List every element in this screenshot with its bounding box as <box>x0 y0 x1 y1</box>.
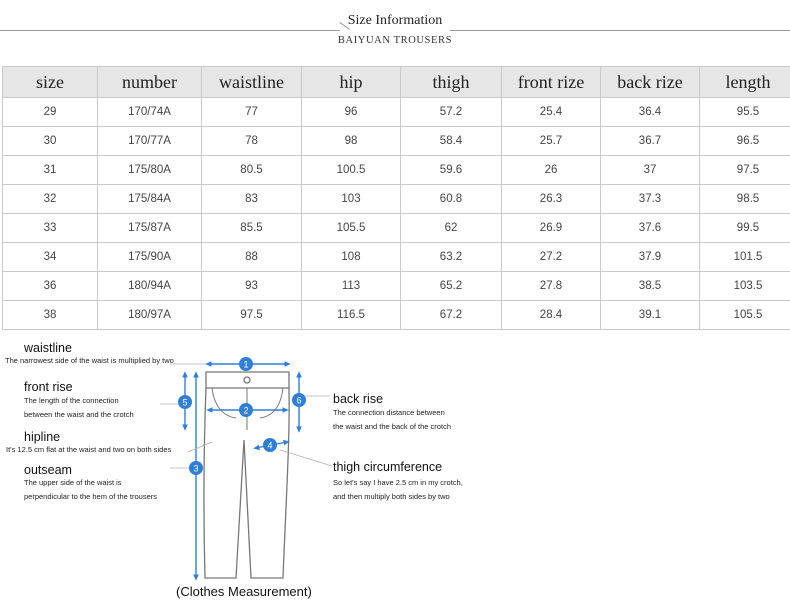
cell-thigh: 65.2 <box>401 272 502 301</box>
cell-front-rize: 28.4 <box>502 301 601 330</box>
thigh-circumference-label: thigh circumference <box>333 460 443 474</box>
cell-number: 175/80A <box>98 156 202 185</box>
column-header-back-rize: back rize <box>601 67 700 98</box>
front-rise-label: front rise <box>24 380 73 394</box>
header-rule-right <box>450 30 790 31</box>
table-row <box>3 185 790 214</box>
svg-text:6: 6 <box>296 395 302 406</box>
marker-2-icon <box>239 403 253 417</box>
table-row <box>3 272 790 301</box>
cell-length: 95.5 <box>700 98 790 127</box>
cell-size: 33 <box>3 214 98 243</box>
outseam-description-line2: perpendicular to the hem of the trousers <box>24 492 157 501</box>
size-table <box>2 66 790 330</box>
header-rule-left <box>0 30 340 31</box>
back-rise-description-line2: the waist and the back of the crotch <box>333 422 451 431</box>
cell-back-rize: 37.6 <box>601 214 700 243</box>
cell-length: 98.5 <box>700 185 790 214</box>
column-header-front-rize: front rize <box>502 67 601 98</box>
cell-hip: 108 <box>302 243 401 272</box>
cell-size: 38 <box>3 301 98 330</box>
cell-thigh: 58.4 <box>401 127 502 156</box>
table-row <box>3 156 790 185</box>
cell-length: 101.5 <box>700 243 790 272</box>
cell-front-rize: 25.7 <box>502 127 601 156</box>
table-row <box>3 214 790 243</box>
cell-front-rize: 25.4 <box>502 98 601 127</box>
marker-4-icon <box>263 438 277 452</box>
cell-back-rize: 37.9 <box>601 243 700 272</box>
column-header-size: size <box>3 67 98 98</box>
back-rise-description-line1: The connection distance between <box>333 408 445 417</box>
hipline-label: hipline <box>24 430 61 444</box>
table-row <box>3 301 790 330</box>
cell-thigh: 62 <box>401 214 502 243</box>
cell-front-rize: 27.2 <box>502 243 601 272</box>
marker-1-icon <box>239 357 253 371</box>
cell-number: 175/87A <box>98 214 202 243</box>
thigh-description-line1: So let's say I have 2.5 cm in my crotch, <box>333 478 463 487</box>
cell-size: 36 <box>3 272 98 301</box>
cell-front-rize: 26 <box>502 156 601 185</box>
cell-size: 30 <box>3 127 98 156</box>
cell-length: 105.5 <box>700 301 790 330</box>
cell-hip: 103 <box>302 185 401 214</box>
cell-back-rize: 37 <box>601 156 700 185</box>
front-rise-description-line1: The length of the connection <box>24 396 119 405</box>
cell-number: 180/97A <box>98 301 202 330</box>
column-header-thigh: thigh <box>401 67 502 98</box>
cell-number: 180/94A <box>98 272 202 301</box>
column-header-number: number <box>98 67 202 98</box>
cell-length: 103.5 <box>700 272 790 301</box>
svg-text:2: 2 <box>243 405 249 416</box>
page-header <box>0 0 790 60</box>
cell-waistline: 80.5 <box>202 156 302 185</box>
cell-waistline: 83 <box>202 185 302 214</box>
outseam-description-line1: The upper side of the waist is <box>24 478 122 487</box>
table-row <box>3 98 790 127</box>
cell-number: 170/74A <box>98 98 202 127</box>
cell-waistline: 88 <box>202 243 302 272</box>
table-row <box>3 127 790 156</box>
cell-back-rize: 36.4 <box>601 98 700 127</box>
thigh-description-line2: and then multiply both sides by two <box>333 492 450 501</box>
diagram-caption: (Clothes Measurement) <box>176 584 312 599</box>
cell-size: 32 <box>3 185 98 214</box>
cell-hip: 96 <box>302 98 401 127</box>
cell-size: 31 <box>3 156 98 185</box>
table-row <box>3 243 790 272</box>
cell-length: 99.5 <box>700 214 790 243</box>
marker-3-icon <box>189 461 203 475</box>
cell-hip: 105.5 <box>302 214 401 243</box>
back-rise-label: back rise <box>333 392 384 406</box>
column-header-waistline: waistline <box>202 67 302 98</box>
svg-text:4: 4 <box>267 440 273 451</box>
trousers-outline <box>204 372 289 578</box>
column-header-hip: hip <box>302 67 401 98</box>
cell-hip: 100.5 <box>302 156 401 185</box>
cell-thigh: 67.2 <box>401 301 502 330</box>
cell-length: 96.5 <box>700 127 790 156</box>
cell-number: 175/84A <box>98 185 202 214</box>
outseam-label: outseam <box>24 463 72 477</box>
waistline-description: The narrowest side of the waist is multiplied by two <box>5 356 174 365</box>
cell-back-rize: 36.7 <box>601 127 700 156</box>
cell-waistline: 93 <box>202 272 302 301</box>
cell-front-rize: 27.8 <box>502 272 601 301</box>
measurement-diagram <box>0 330 790 612</box>
table-header-row <box>3 67 790 98</box>
hipline-description: It's 12.5 cm flat at the waist and two on both sides <box>6 445 172 454</box>
waistline-label: waistline <box>24 341 72 355</box>
cell-hip: 116.5 <box>302 301 401 330</box>
cell-back-rize: 38.5 <box>601 272 700 301</box>
marker-5-icon <box>178 395 192 409</box>
cell-waistline: 78 <box>202 127 302 156</box>
cell-size: 34 <box>3 243 98 272</box>
cell-front-rize: 26.9 <box>502 214 601 243</box>
page-subtitle: BAIYUAN TROUSERS <box>337 35 453 46</box>
svg-text:5: 5 <box>182 397 188 408</box>
cell-waistline: 85.5 <box>202 214 302 243</box>
marker-6-icon <box>292 393 306 407</box>
cell-hip: 113 <box>302 272 401 301</box>
cell-thigh: 59.6 <box>401 156 502 185</box>
front-rise-description-line2: between the waist and the crotch <box>24 410 134 419</box>
column-header-length: length <box>700 67 790 98</box>
cell-number: 175/90A <box>98 243 202 272</box>
cell-thigh: 57.2 <box>401 98 502 127</box>
svg-text:3: 3 <box>193 463 199 474</box>
cell-back-rize: 39.1 <box>601 301 700 330</box>
cell-waistline: 77 <box>202 98 302 127</box>
cell-length: 97.5 <box>700 156 790 185</box>
cell-number: 170/77A <box>98 127 202 156</box>
cell-thigh: 63.2 <box>401 243 502 272</box>
cell-front-rize: 26.3 <box>502 185 601 214</box>
cell-thigh: 60.8 <box>401 185 502 214</box>
page-title: Size Information <box>347 13 443 28</box>
cell-back-rize: 37.3 <box>601 185 700 214</box>
cell-size: 29 <box>3 98 98 127</box>
cell-hip: 98 <box>302 127 401 156</box>
svg-text:1: 1 <box>243 359 249 370</box>
cell-waistline: 97.5 <box>202 301 302 330</box>
